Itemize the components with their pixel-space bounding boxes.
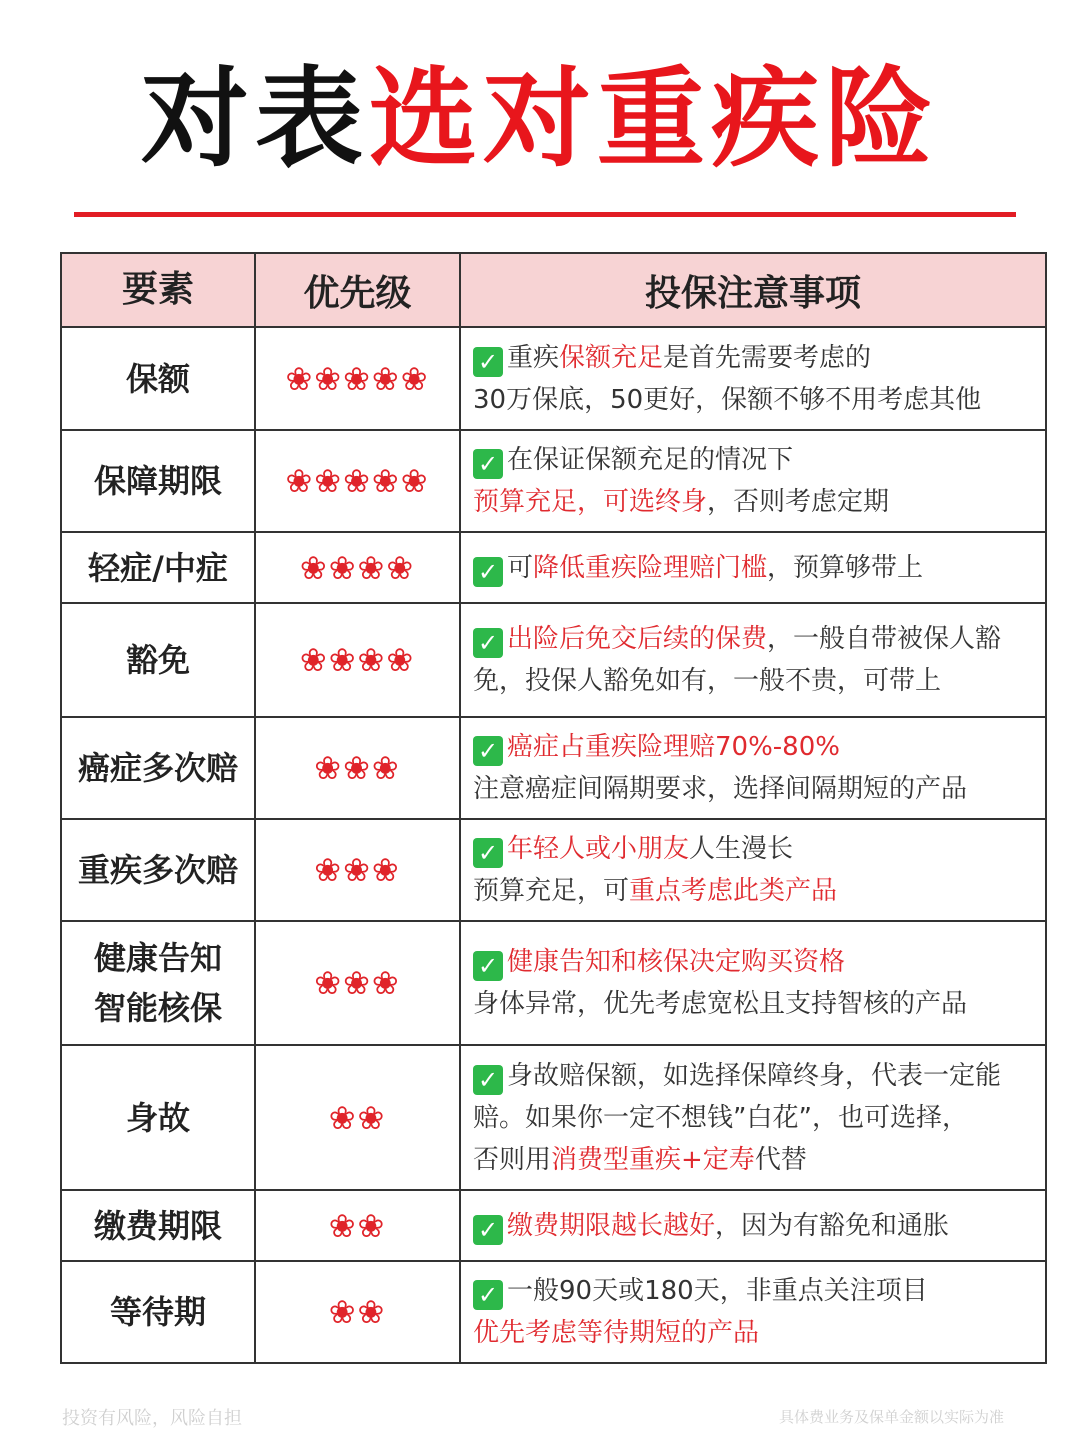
note-line: [473, 547, 1045, 589]
title-underline: [74, 212, 1016, 217]
note-line: [473, 1055, 1045, 1097]
priority-flowers: ❀❀❀: [314, 749, 401, 787]
priority-cell: [255, 921, 460, 1045]
checkmark-icon: ✓: [473, 557, 503, 587]
notes-cell: [460, 1045, 1046, 1190]
notes-cell: [460, 921, 1046, 1045]
note-text: 免，投保人豁免如有，一般不贵，可带上: [473, 666, 942, 696]
checkmark-icon: ✓: [473, 951, 503, 981]
note-line: [473, 1097, 1045, 1139]
note-text: ，预算够带上: [767, 552, 924, 583]
note-line: [473, 1270, 1045, 1312]
footer-disclaimer-left: 投资有风险，风险自担: [62, 1408, 242, 1429]
note-text: 预算充足，可: [473, 876, 630, 906]
checkmark-icon: ✓: [473, 1215, 503, 1245]
checkmark-icon: ✓: [473, 347, 503, 377]
priority-cell: [255, 327, 460, 430]
table-row: [61, 1045, 1046, 1190]
note-highlight: 健康告知和核保决定购买资格: [507, 947, 846, 977]
table-row: [61, 1190, 1046, 1261]
factor-line: 智能核保: [93, 989, 222, 1027]
note-highlight: 癌症占重疾险理赔70%-80%: [507, 732, 840, 762]
factor-cell: 重疾多次赔: [61, 819, 255, 921]
comparison-table: [60, 252, 1047, 1364]
table-row: [61, 717, 1046, 819]
factor-cell: 轻症/中症: [61, 532, 255, 603]
note-line: [473, 983, 1045, 1025]
notes-cell: [460, 819, 1046, 921]
factor-cell: 保额: [61, 327, 255, 430]
note-text: 身体异常，优先考虑宽松且支持智核的产品: [473, 989, 968, 1019]
priority-cell: [255, 1190, 460, 1261]
note-line: [473, 618, 1045, 660]
note-text: 身故赔保额，如选择保障终身，代表一定能: [507, 1060, 1002, 1091]
note-line: [473, 481, 1045, 523]
checkmark-icon: ✓: [473, 449, 503, 479]
note-line: [473, 870, 1045, 912]
factor-cell: 身故: [61, 1045, 255, 1190]
priority-cell: [255, 430, 460, 532]
note-text: 在保证保额充足的情况下: [507, 445, 794, 475]
notes-cell: [460, 430, 1046, 532]
footer-disclaimer-right: 具体费业务及保单金额以实际为准: [778, 1408, 1004, 1426]
note-highlight: 保额充足: [559, 342, 664, 373]
table-row: [61, 532, 1046, 603]
note-text: 30万保底，50更好，保额不够不用考虑其他: [473, 384, 982, 415]
factor-cell: 等待期: [61, 1261, 255, 1363]
note-highlight: 优先考虑等待期短的产品: [473, 1318, 760, 1348]
page-title: [0, 57, 1080, 182]
priority-cell: [255, 532, 460, 603]
note-text: ，一般自带被保人豁: [767, 624, 1002, 654]
priority-flowers: ❀❀❀❀❀: [285, 462, 430, 500]
factor-cell: [61, 921, 255, 1045]
priority-flowers: ❀❀: [328, 1293, 387, 1331]
table-row: [61, 603, 1046, 717]
table-row: [61, 1261, 1046, 1363]
note-line: [473, 1139, 1045, 1181]
note-line: [473, 828, 1045, 870]
priority-flowers: ❀❀❀: [314, 964, 401, 1002]
note-text: 注意癌症间隔期要求，选择间隔期短的产品: [473, 774, 968, 804]
checkmark-icon: ✓: [473, 1280, 503, 1310]
priority-cell: [255, 1045, 460, 1190]
note-highlight: 消费型重疾+定寿: [551, 1144, 755, 1175]
note-text: 否则用: [473, 1144, 552, 1175]
note-line: [473, 1312, 1045, 1354]
priority-cell: [255, 819, 460, 921]
note-highlight: 预算充足，可选终身: [473, 487, 708, 517]
priority-flowers: ❀❀❀❀❀: [285, 359, 430, 398]
note-text: 可: [507, 552, 534, 583]
note-text: 是首先需要考虑的: [663, 342, 872, 373]
note-line: [473, 768, 1045, 810]
note-text: 赔。如果你一定不想钱”白花”，也可选择，: [473, 1102, 968, 1133]
priority-cell: [255, 603, 460, 717]
factor-cell: 缴费期限: [61, 1190, 255, 1261]
note-text: 重疾: [507, 342, 560, 373]
checkmark-icon: ✓: [473, 736, 503, 766]
header-notes: 投保注意事项: [460, 253, 1046, 327]
table-row: [61, 327, 1046, 430]
header-factor: 要素: [61, 253, 255, 327]
checkmark-icon: ✓: [473, 1065, 503, 1095]
title-part-red: 选对重疾险: [369, 57, 940, 182]
note-text: 一般90天或180天，非重点关注项目: [507, 1276, 928, 1306]
priority-cell: [255, 1261, 460, 1363]
note-text: 代替: [754, 1144, 807, 1175]
note-highlight: 年轻人或小朋友: [507, 834, 690, 864]
factor-cell: 癌症多次赔: [61, 717, 255, 819]
factor-cell: 豁免: [61, 603, 255, 717]
notes-cell: [460, 1261, 1046, 1363]
header-priority: 优先级: [255, 253, 460, 327]
title-part-black: 对表: [140, 57, 369, 182]
notes-cell: [460, 603, 1046, 717]
note-highlight: 重点考虑此类产品: [629, 876, 838, 906]
note-text: ，因为有豁免和通胀: [715, 1210, 950, 1241]
table-row: [61, 921, 1046, 1045]
note-line: [473, 337, 1045, 379]
notes-cell: [460, 327, 1046, 430]
note-line: [473, 941, 1045, 983]
priority-flowers: ❀❀❀❀: [299, 548, 416, 587]
priority-flowers: ❀❀❀: [314, 851, 401, 889]
notes-cell: [460, 717, 1046, 819]
note-highlight: 出险后免交后续的保费: [507, 624, 768, 654]
priority-flowers: ❀❀❀❀: [299, 641, 416, 679]
priority-flowers: ❀❀: [328, 1098, 387, 1137]
table-header-row: [61, 253, 1046, 327]
note-highlight: 降低重疾险理赔门槛: [533, 552, 768, 583]
note-line: [473, 726, 1045, 768]
note-line: [473, 660, 1045, 702]
checkmark-icon: ✓: [473, 628, 503, 658]
factor-line: 健康告知: [93, 939, 222, 977]
factor-cell: 保障期限: [61, 430, 255, 532]
table-row: [61, 819, 1046, 921]
note-line: [473, 1205, 1045, 1247]
note-line: [473, 379, 1045, 421]
note-text: ，否则考虑定期: [707, 487, 890, 517]
checkmark-icon: ✓: [473, 838, 503, 868]
table-row: [61, 430, 1046, 532]
note-text: 人生漫长: [689, 834, 794, 864]
note-highlight: 缴费期限越长越好: [507, 1210, 716, 1241]
priority-cell: [255, 717, 460, 819]
notes-cell: [460, 532, 1046, 603]
note-line: [473, 439, 1045, 481]
notes-cell: [460, 1190, 1046, 1261]
priority-flowers: ❀❀: [328, 1206, 387, 1245]
